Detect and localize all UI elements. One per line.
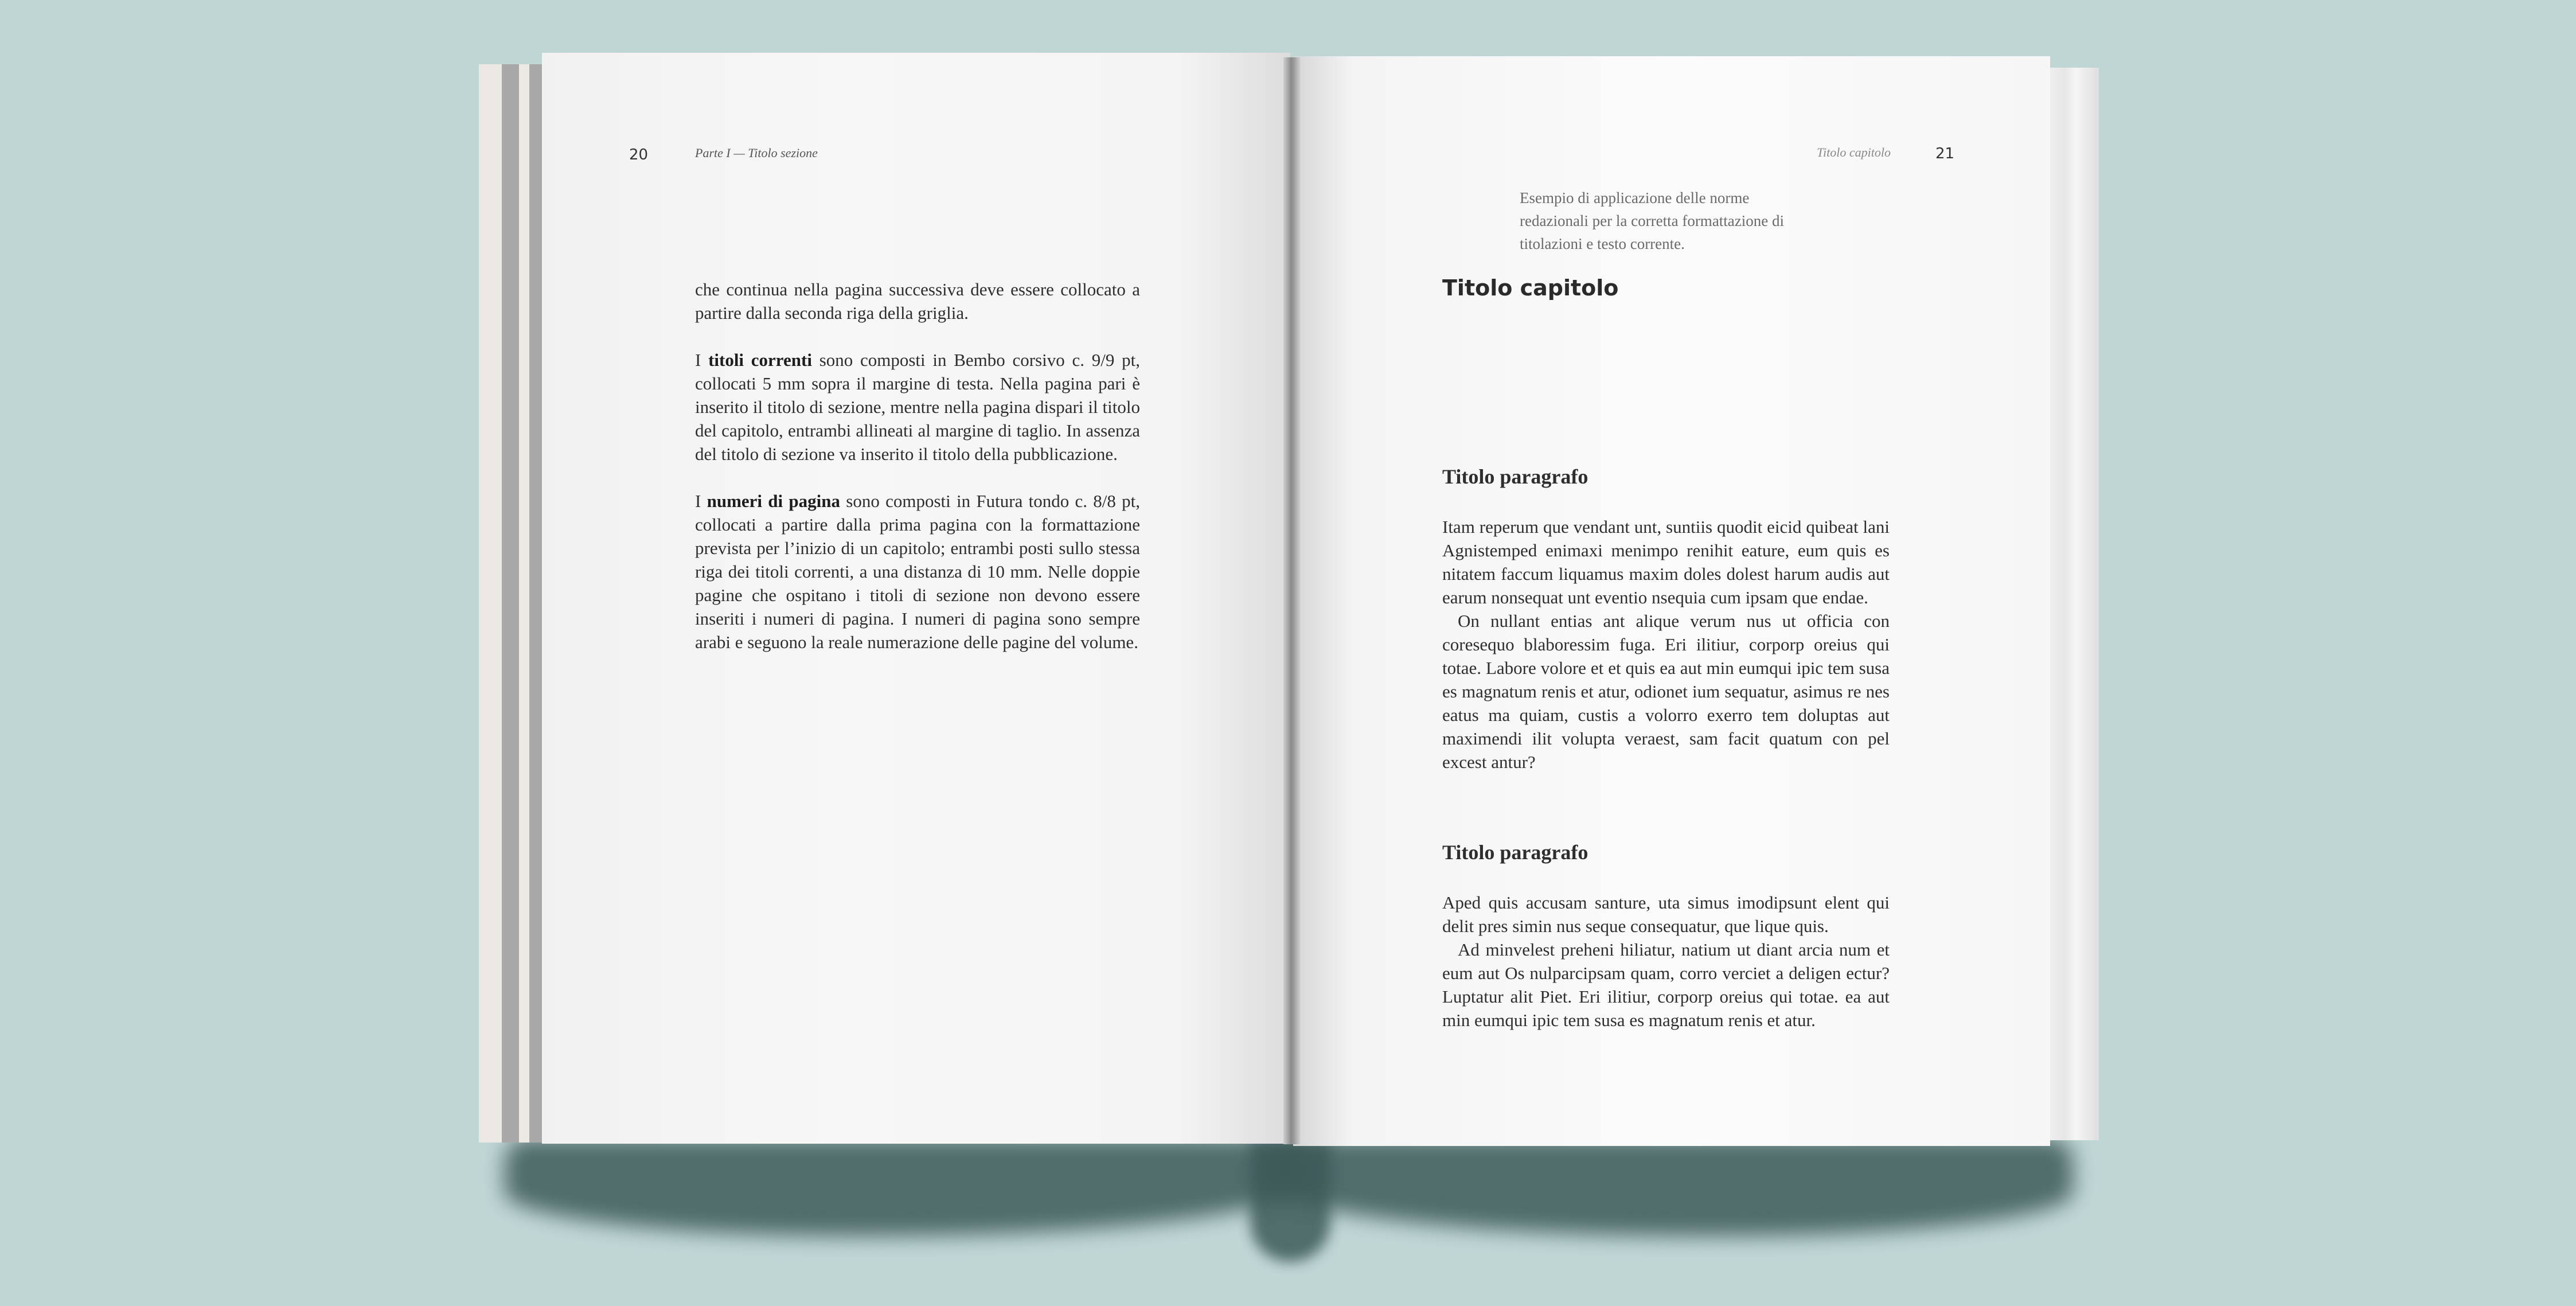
page-edge-stripe	[502, 64, 519, 1143]
page-number-left: 20	[629, 146, 649, 163]
section-body-text	[1442, 515, 1890, 774]
running-head-left: Parte I — Titolo sezione	[695, 146, 818, 160]
paragraph-title: Titolo paragrafo	[1442, 841, 1588, 864]
paragraph: Ad minvelest preheni hiliatur, natium ut diant arcia num et eum aut Os nulparcipsam quam, corro verciet a deligen ectur? Luptatur alit Piet. Eri ilitiur, corporp oreius qui totae. ea aut min eumqui ipic tem susa es magnatum renis et atur.	[1442, 939, 1890, 1030]
figure-caption: Esempio di applicazione delle norme redazionali per la corretta formattazione di titolazioni e testo corrente.	[1520, 189, 1785, 252]
page-number-right: 21	[1935, 145, 1955, 162]
paragraph-title: Titolo paragrafo	[1442, 465, 1588, 488]
book-shadow-center	[1250, 1141, 1330, 1262]
right-page	[1293, 56, 2050, 1146]
chapter-title: Titolo capitolo	[1442, 275, 1619, 301]
bold-term: titoli correnti	[708, 350, 812, 370]
paragraph: che continua nella pagina successiva deve essere collocato a partire dalla seconda riga della griglia.	[695, 279, 1140, 323]
left-body-text	[695, 278, 1140, 677]
page-stack-left	[479, 64, 548, 1143]
text-run: sono composti in Futura tondo c. 8/8 pt, collocati a partire dalla prima pagina con la formattazione prevista per l’inizio di un capitolo; entrambi posti sullo stessa riga dei titoli correnti, a una distanza di 10 mm. Nelle doppie pagine che ospitano i titoli di sezione non devono essere inseriti i numeri di pagina. I numeri di pagina sono sempre arabi e seguono la reale numerazione delle pagine del volume.	[695, 491, 1141, 652]
left-page	[542, 53, 1290, 1144]
book-gutter	[1283, 57, 1301, 1144]
running-head-right: Titolo capitolo	[1817, 145, 1891, 159]
book-shadow-left	[505, 1139, 1302, 1236]
paragraph: Aped quis accusam santure, uta simus imodipsunt elent qui delit pres simin nus seque consequatur, que lique quis.	[1442, 892, 1890, 936]
page-edge-stripe	[529, 64, 542, 1143]
bold-term: numeri di pagina	[707, 491, 841, 511]
book-shadow-right	[1270, 1139, 2073, 1236]
paragraph: On nullant entias ant alique verum nus ut officia con coresequo blaboressim fuga. Eri ilitiur, corporp oreius qui totae. Labore volore et et quis ea aut min eumqui ipic tem susa es magnatum renis et atur, odionet ium sequatur, asimus re nes eatus ma quiam, custis a volorro exerro tem doluptas aut maximendi ilit volupta veraest, sam facit quatum con pel excest antur?	[1442, 611, 1890, 772]
section-body-text	[1442, 891, 1890, 1032]
text-run: I	[695, 491, 707, 511]
paragraph-titoli-correnti	[695, 348, 1140, 466]
paragraph-numeri-di-pagina	[695, 489, 1140, 654]
paragraph: Itam reperum que vendant unt, suntiis quodit eicid quibeat lani Agnistemped enimaxi menimpo renihit eature, eum quis es nitatem faccum liquamus maxim doles dolest harum audis aut earum nonsequat unt eventio nsequia cum ipsam que endae.	[1442, 517, 1890, 607]
text-run: sono composti in Bembo corsivo c. 9/9 pt, collocati 5 mm sopra il margine di testa. Nella pagina pari è inserito il titolo di sezione, mentre nella pagina dispari il titolo del capitolo, entrambi allineati al margine di taglio. In assenza del titolo di sezione va inserito il titolo della pubblicazione.	[695, 350, 1140, 464]
text-run: I	[695, 350, 709, 370]
page-stack-right	[2042, 68, 2099, 1140]
